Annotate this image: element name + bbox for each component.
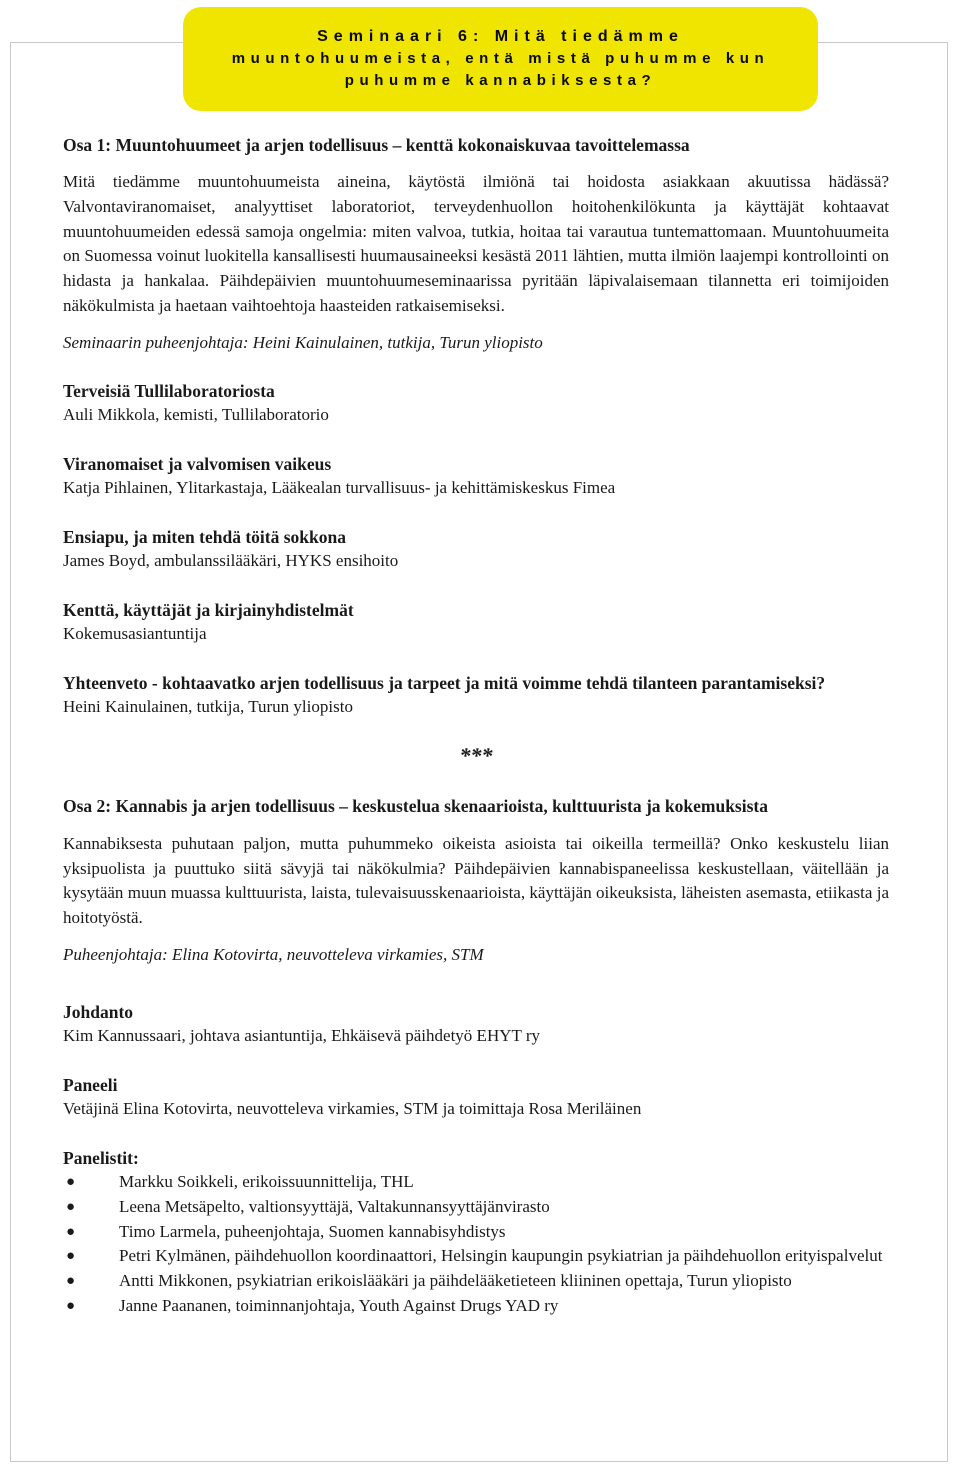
panelists-heading: Panelistit:	[63, 1147, 139, 1168]
part1-item	[63, 452, 889, 500]
banner-line-3: puhumme kannabiksesta?	[344, 72, 657, 89]
part1-item	[63, 598, 889, 646]
item-title: Paneeli	[63, 1074, 118, 1095]
bullet-icon: ●	[66, 1297, 76, 1314]
section-separator: ***	[459, 742, 493, 768]
part1-chair: Seminaarin puheenjohtaja: Heini Kainulainen, tutkija, Turun yliopisto	[63, 332, 543, 352]
item-speaker: Kim Kannussaari, johtava asiantuntija, Ehkäisevä päihdetyö EHYT ry	[63, 1025, 540, 1045]
item-speaker: Katja Pihlainen, Ylitarkastaja, Lääkealan turvallisuus- ja kehittämiskeskus Fimea	[63, 477, 616, 497]
list-item	[63, 1195, 889, 1220]
panelist-text: Leena Metsäpelto, valtionsyyttäjä, Valtakunnansyyttäjänvirasto	[119, 1196, 550, 1216]
bullet-icon: ●	[66, 1173, 76, 1190]
item-speaker: Auli Mikkola, kemisti, Tullilaboratorio	[63, 404, 329, 424]
item-title: Johdanto	[63, 1001, 134, 1022]
document-body	[63, 133, 889, 1319]
part1-item	[63, 671, 889, 719]
item-title: Kenttä, käyttäjät ja kirjainyhdistelmät	[63, 599, 354, 620]
part2-title: Osa 2: Kannabis ja arjen todellisuus – keskustelua skenaarioista, kulttuurista ja kokemuksista	[63, 795, 768, 816]
item-speaker: Heini Kainulainen, tutkija, Turun yliopisto	[63, 696, 353, 716]
item-title: Ensiapu, ja miten tehdä töitä sokkona	[63, 526, 346, 547]
item-speaker: James Boyd, ambulanssilääkäri, HYKS ensihoito	[63, 550, 399, 570]
part1-item	[63, 525, 889, 573]
bullet-icon: ●	[66, 1198, 76, 1215]
bullet-icon: ●	[66, 1223, 76, 1240]
list-item	[63, 1244, 889, 1269]
banner-line-1: Seminaari 6: Mitä tiedämme	[317, 28, 684, 45]
part2-chair: Puheenjohtaja: Elina Kotovirta, neuvotteleva virkamies, STM	[63, 944, 484, 964]
part1-item	[63, 379, 889, 427]
bullet-icon: ●	[66, 1273, 76, 1290]
item-title: Yhteenveto - kohtaavatko arjen todellisuus ja tarpeet ja mitä voimme tehdä tilanteen parantamiseksi?	[63, 672, 826, 693]
panelist-text: Timo Larmela, puheenjohtaja, Suomen kannabisyhdistys	[119, 1221, 506, 1241]
item-title: Viranomaiset ja valvomisen vaikeus	[63, 453, 332, 474]
part2-item	[63, 1073, 889, 1121]
panelist-list	[63, 1170, 889, 1319]
part2-intro: Kannabiksesta puhutaan paljon, mutta puhummeko oikeista asioista tai oikeilla termeillä? Onko keskustelu liian yksipuolista ja puuttuko siitä sävyjä tai näkökulmia? Päihdepäivien kannabispaneelissa keskustellaan, väitellään ja kysytään muun muassa kulttuurista, laista, tulevaisuusskenaarioista, käyttäjän oikeuksista, läheisten asemasta, etiikasta ja hoitotyöstä.	[63, 833, 889, 928]
panelist-text: Markku Soikkeli, erikoissuunnittelija, THL	[119, 1171, 414, 1191]
banner-line-2: muuntohuumeista, entä mistä puhumme kun	[231, 50, 770, 67]
seminar-banner	[183, 7, 818, 111]
item-speaker: Vetäjinä Elina Kotovirta, neuvotteleva virkamies, STM ja toimittaja Rosa Meriläinen	[63, 1098, 642, 1118]
list-item	[63, 1269, 889, 1294]
item-title: Terveisiä Tullilaboratoriosta	[63, 380, 275, 401]
panelist-text: Janne Paananen, toiminnanjohtaja, Youth Against Drugs YAD ry	[119, 1295, 559, 1315]
part2-item	[63, 1000, 889, 1048]
panelist-text: Antti Mikkonen, psykiatrian erikoislääkäri ja päihdelääketieteen kliininen opettaja, Turun yliopisto	[119, 1271, 792, 1291]
list-item	[63, 1170, 889, 1195]
list-item	[63, 1220, 889, 1245]
panelist-text: Petri Kylmänen, päihdehuollon koordinaattori, Helsingin kaupungin psykiatrian ja päihdehuollon erityispalvelut	[119, 1246, 883, 1266]
part1-title: Osa 1: Muuntohuumeet ja arjen todellisuus – kenttä kokonaiskuvaa tavoittelemassa	[63, 135, 690, 155]
part1-intro: Mitä tiedämme muuntohuumeista aineina, käytöstä ilmiönä tai hoidosta asiakkaan akuutissa hädässä? Valvontaviranomaiset, analyyttiset laboratoriot, terveydenhuollon hoitohenkilökunta ja käyttäjät kohtaavat muuntohuumeiden edessä samoja ongelmia: miten valvoa, tutkia, hoitaa tai varautua tuntemattomaan. Muuntohuumeita on Suomessa voinut luokitella kansallisesti huumausaineeksi kesästä 2011 lähtien, mutta ilmiön laajempi kontrollointi on hidasta ja hankalaa. Päihdepäivien muuntohuumeseminaarissa pyritään läpivalaisemaan tilannetta eri toimijoiden näkökulmista ja haetaan vaihtoehtoja haasteiden ratkaisemiseksi.	[63, 172, 889, 315]
item-speaker: Kokemusasiantuntija	[63, 623, 207, 643]
list-item	[63, 1294, 889, 1319]
bullet-icon: ●	[66, 1248, 76, 1265]
